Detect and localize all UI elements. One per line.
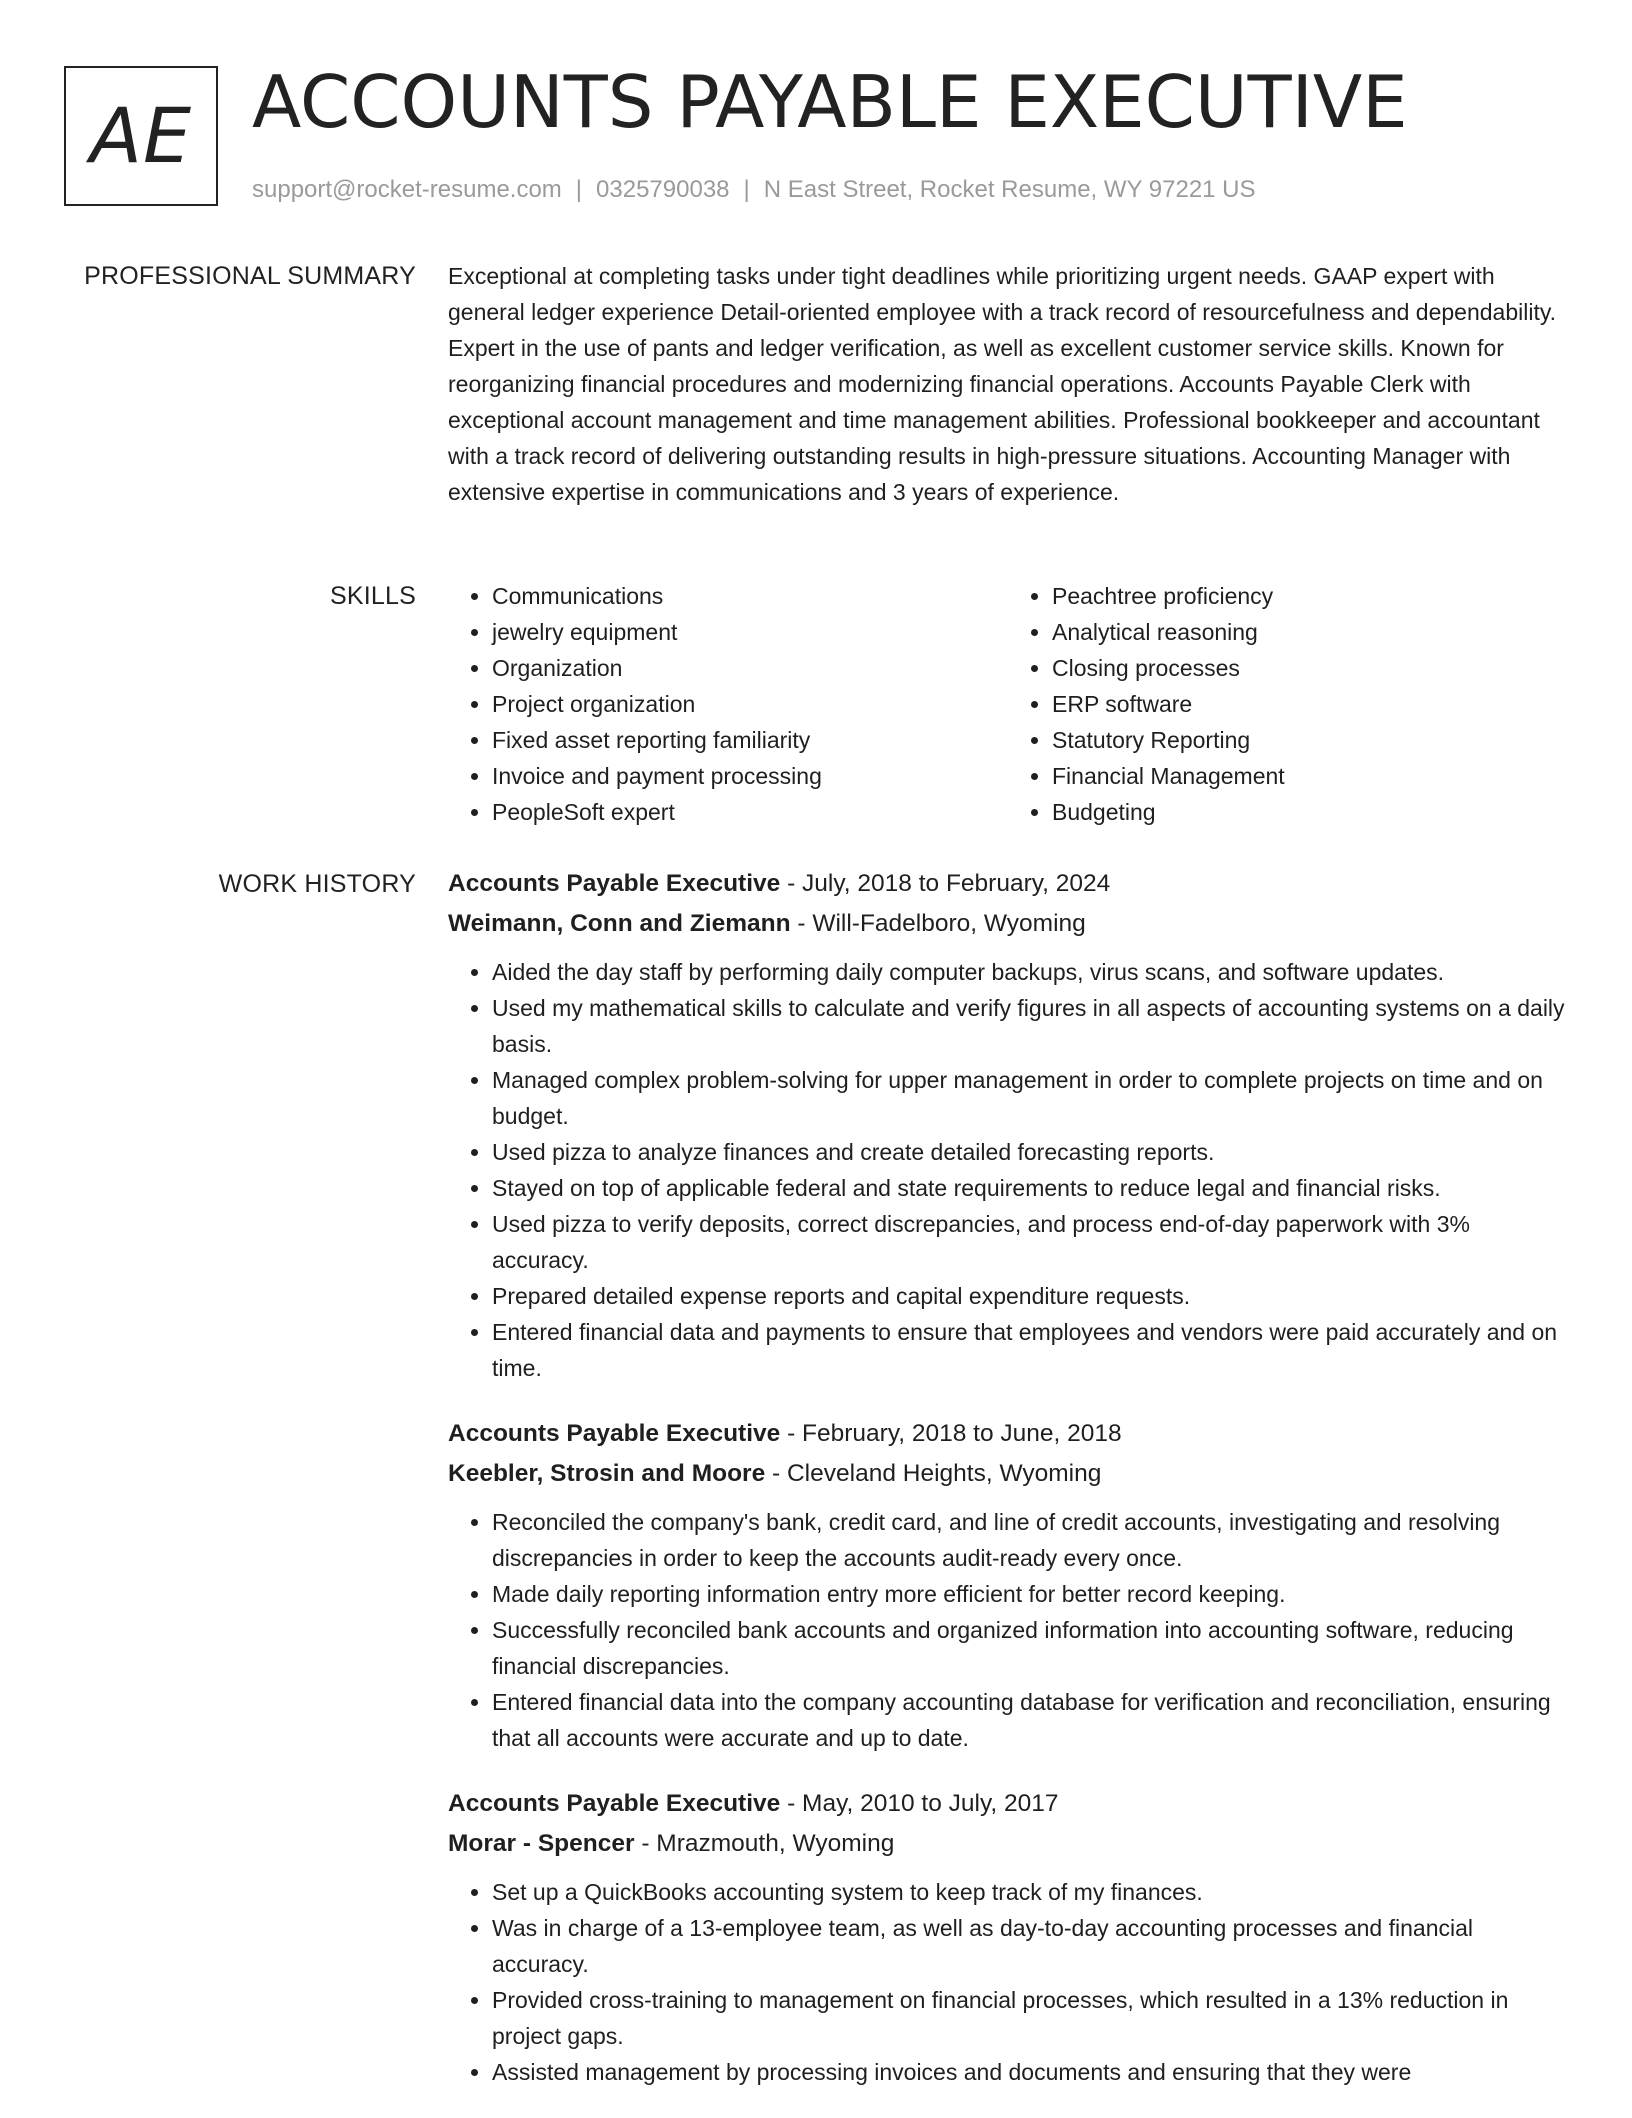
skill-item: • Analytical reasoning (1052, 614, 1568, 650)
job-bullet: • Made daily reporting information entry more efficient for better record keeping. (492, 1576, 1568, 1612)
skill-item: • Invoice and payment processing (492, 758, 1008, 794)
job-bullet: • Successfully reconciled bank accounts and organized information into accounting software, reducing financial discrepancies. (492, 1612, 1568, 1684)
job-bullet: • Entered financial data into the company accounting database for verification and reconciliation, ensuring that all accounts were accurate and up to date. (492, 1684, 1568, 1756)
job-bullet: • Provided cross-training to management on financial processes, which resulted in a 13% reduction in project gaps. (492, 1982, 1568, 2054)
job-bullet: • Aided the day staff by performing daily computer backups, virus scans, and software updates. (492, 954, 1568, 990)
job-bullet: • Used my mathematical skills to calculate and verify figures in all aspects of accounting systems on a daily basis. (492, 990, 1568, 1062)
skills-list-left (448, 578, 1008, 830)
contact-email: support@rocket-resume.com (252, 176, 562, 203)
job-entry (448, 1414, 1568, 1756)
skill-item: • Budgeting (1052, 794, 1568, 830)
skill-item: • Closing processes (1052, 650, 1568, 686)
job-title-line (448, 1784, 1568, 1824)
skill-item: • Communications (492, 578, 1008, 614)
job-bullets (448, 954, 1568, 1386)
skills-body (448, 578, 1568, 830)
job-dates: - May, 2010 to July, 2017 (780, 1790, 1059, 1817)
skill-item: • PeopleSoft expert (492, 794, 1008, 830)
contact-separator: | (575, 176, 583, 203)
skill-item: • Organization (492, 650, 1008, 686)
job-entry (448, 864, 1568, 1386)
job-title: Accounts Payable Executive (448, 870, 781, 897)
job-bullet: • Used pizza to analyze finances and create detailed forecasting reports. (492, 1134, 1568, 1170)
job-bullet: • Managed complex problem-solving for upper management in order to complete projects on time and on budget. (492, 1062, 1568, 1134)
contact-line (252, 174, 1256, 206)
job-company: Keebler, Strosin and Moore (448, 1460, 766, 1487)
skills-columns (448, 578, 1568, 830)
section-label-summary: PROFESSIONAL SUMMARY (84, 262, 416, 290)
section-label-skills: SKILLS (330, 582, 416, 610)
contact-separator: | (743, 176, 750, 203)
skills-list-right (1008, 578, 1568, 830)
job-company-line (448, 904, 1568, 944)
skill-item: • Project organization (492, 686, 1008, 722)
contact-address: N East Street, Rocket Resume, WY 97221 US (763, 176, 1256, 203)
work-history-body (448, 864, 1568, 2118)
skill-item: • ERP software (1052, 686, 1568, 722)
job-title: Accounts Payable Executive (448, 1790, 781, 1817)
job-company: Weimann, Conn and Ziemann (448, 910, 791, 937)
section-label-work-history: WORK HISTORY (218, 870, 416, 898)
job-bullet: • Reconciled the company's bank, credit card, and line of credit accounts, investigating and resolving discrepancies in order to keep the accounts audit-ready every once. (492, 1504, 1568, 1576)
job-bullet: • Set up a QuickBooks accounting system to keep track of my finances. (492, 1874, 1568, 1910)
job-bullet: • Assisted management by processing invoices and documents and ensuring that they were (492, 2054, 1568, 2090)
summary-text: Exceptional at completing tasks under tight deadlines while prioritizing urgent needs. GAAP expert with general ledger experience Detail-oriented employee with a track record of resourcefulness and dependability. Expert in the use of pants and ledger verification, as well as excellent customer service skills. Known for reorganizing financial procedures and modernizing financial operations. Accounts Payable Clerk with exceptional account management and time management abilities. Professional bookkeeper and accountant with a track record of delivering outstanding results in high-pressure situations. Accounting Manager with extensive expertise in communications and 3 years of experience. (448, 263, 1557, 505)
job-entry (448, 1784, 1568, 2090)
job-bullet: • Prepared detailed expense reports and capital expenditure requests. (492, 1278, 1568, 1314)
skill-item: • Fixed asset reporting familiarity (492, 722, 1008, 758)
job-bullet: • Used pizza to verify deposits, correct discrepancies, and process end-of-day paperwork with 3% accuracy. (492, 1206, 1568, 1278)
job-title-line (448, 864, 1568, 904)
job-title-line (448, 1414, 1568, 1454)
skill-item: • Peachtree proficiency (1052, 578, 1568, 614)
skill-item: • Financial Management (1052, 758, 1568, 794)
job-location: - Mrazmouth, Wyoming (634, 1830, 895, 1857)
job-bullets (448, 1504, 1568, 1756)
job-location: - Cleveland Heights, Wyoming (765, 1460, 1102, 1487)
job-bullets (448, 1874, 1568, 2090)
job-bullet: • Was in charge of a 13-employee team, as well as day-to-day accounting processes and financial accuracy. (492, 1910, 1568, 1982)
monogram-box (64, 66, 218, 206)
contact-phone: 0325790038 (596, 176, 730, 203)
job-bullet: • Stayed on top of applicable federal and state requirements to reduce legal and financial risks. (492, 1170, 1568, 1206)
job-location: - Will-Fadelboro, Wyoming (790, 910, 1086, 937)
skill-item: • jewelry equipment (492, 614, 1008, 650)
job-dates: - February, 2018 to June, 2018 (780, 1420, 1122, 1447)
job-company: Morar - Spencer (448, 1830, 635, 1857)
job-bullet: • Entered financial data and payments to ensure that employees and vendors were paid accurately and on time. (492, 1314, 1568, 1386)
summary-body (448, 258, 1568, 510)
job-dates: - July, 2018 to February, 2024 (780, 870, 1111, 897)
page-title: ACCOUNTS PAYABLE EXECUTIVE (252, 60, 1408, 144)
monogram: AE (89, 91, 192, 180)
job-company-line (448, 1824, 1568, 1864)
job-title: Accounts Payable Executive (448, 1420, 781, 1447)
skill-item: • Statutory Reporting (1052, 722, 1568, 758)
job-company-line (448, 1454, 1568, 1494)
